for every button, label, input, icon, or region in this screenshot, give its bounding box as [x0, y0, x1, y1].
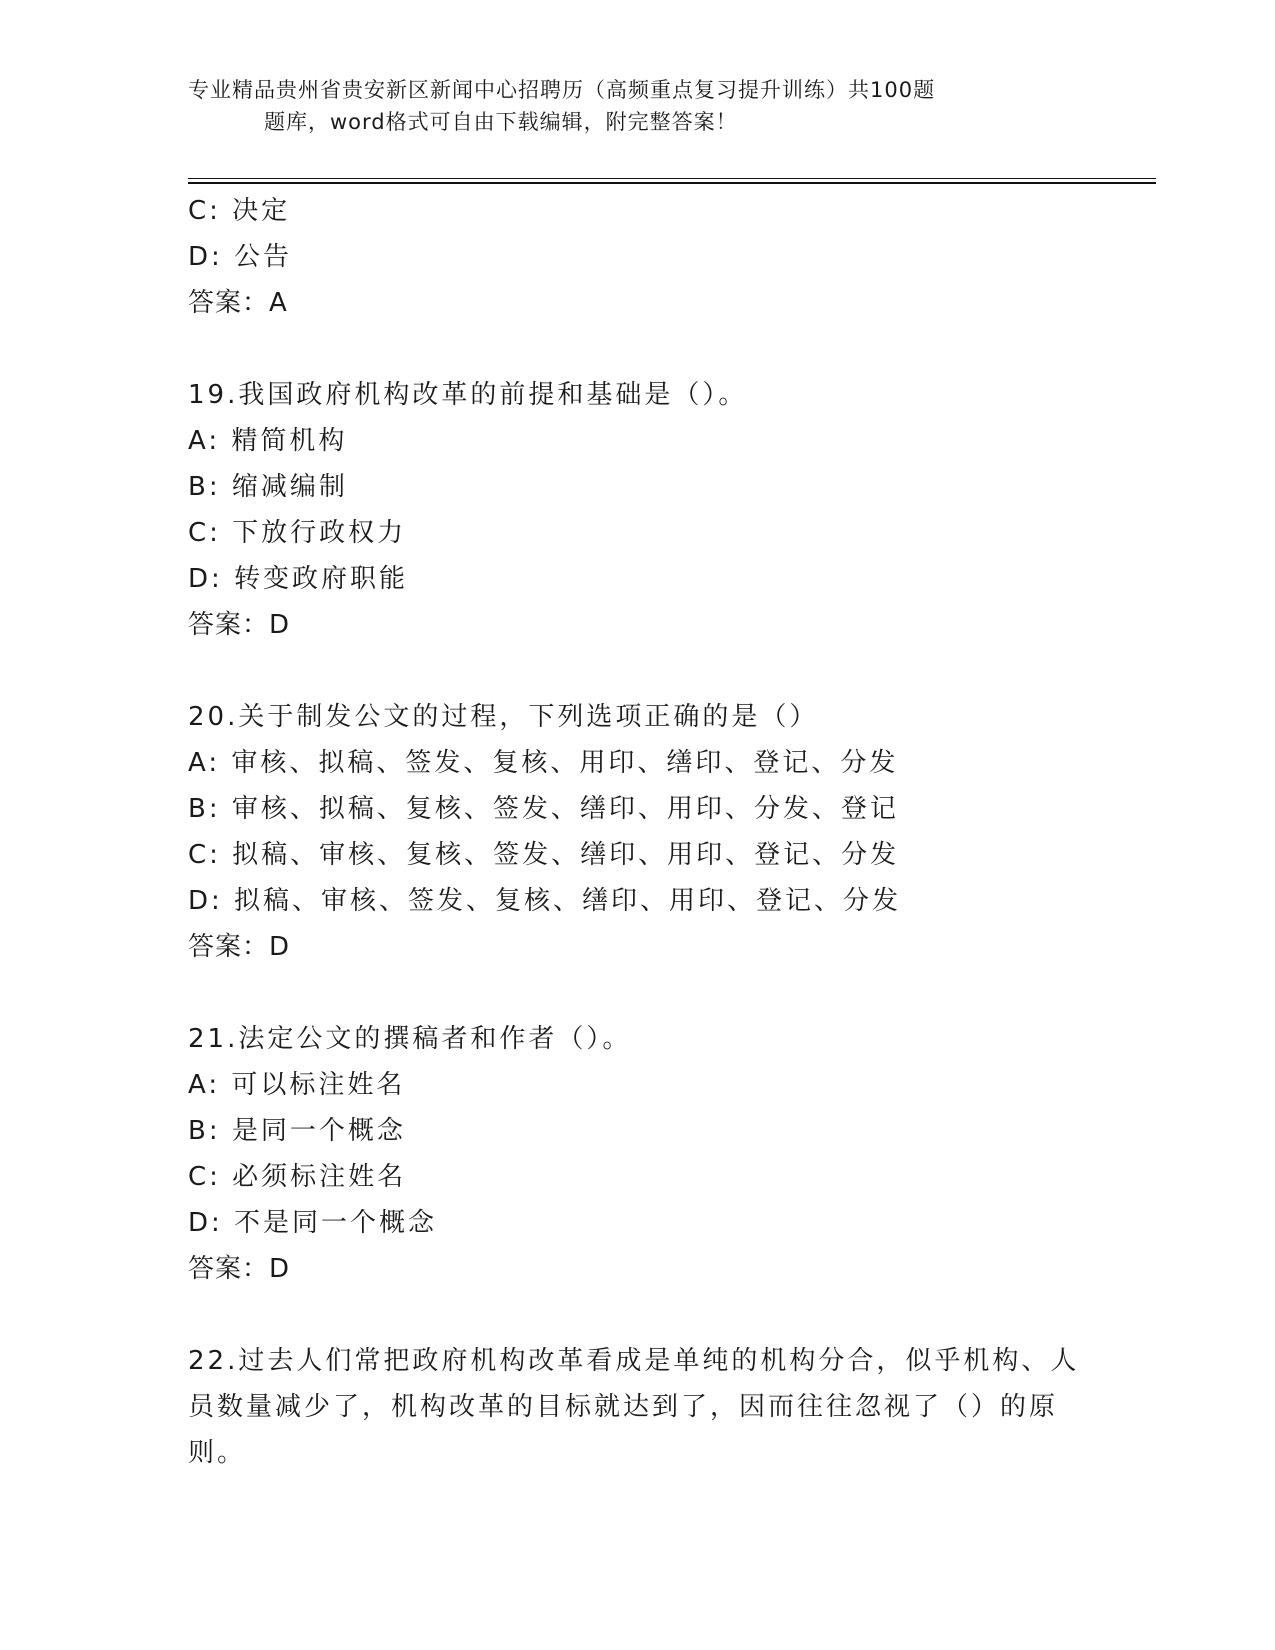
question-21 — [188, 1016, 1088, 1292]
answer-line: 答案：D — [188, 932, 291, 962]
option-c: C: 拟稿、审核、复核、签发、缮印、用印、登记、分发 — [188, 840, 900, 870]
question-stem: 19.我国政府机构改革的前提和基础是（）。 — [188, 380, 748, 410]
answer-line: 答案：D — [188, 1254, 291, 1284]
option-c: C: 下放行政权力 — [188, 518, 407, 548]
question-content — [188, 188, 1088, 1476]
question-stem: 20.关于制发公文的过程，下列选项正确的是（） — [188, 702, 819, 732]
header-title-line1: 专业精品贵州省贵安新区新闻中心招聘历（高频重点复习提升训练）共100题 — [188, 78, 936, 102]
page-header — [188, 74, 1058, 138]
spacer — [188, 326, 1088, 372]
header-title-line2: 题库，word格式可自由下载编辑，附完整答案！ — [264, 110, 738, 134]
header-rule-thin — [188, 178, 1156, 179]
answer-line: 答案：D — [188, 610, 291, 640]
option-d: D: 不是同一个概念 — [188, 1208, 438, 1238]
carryover-block — [188, 188, 1088, 326]
spacer — [188, 1292, 1088, 1338]
question-20 — [188, 694, 1088, 970]
spacer — [188, 648, 1088, 694]
option-a: A: 精简机构 — [188, 426, 348, 456]
header-rule-thick — [188, 182, 1156, 184]
option-c: C: 必须标注姓名 — [188, 1162, 407, 1192]
option-a: A: 审核、拟稿、签发、复核、用印、缮印、登记、分发 — [188, 748, 899, 778]
option-b: B: 缩减编制 — [188, 472, 348, 502]
answer-line: 答案：A — [188, 288, 288, 318]
question-19 — [188, 372, 1088, 648]
question-stem: 22.过去人们常把政府机构改革看成是单纯的机构分合，似乎机构、人员数量减少了，机构改革的目标就达到了，因而往往忽视了（）的原则。 — [188, 1346, 1080, 1468]
question-stem: 21.法定公文的撰稿者和作者（）。 — [188, 1024, 632, 1054]
question-22 — [188, 1338, 1088, 1476]
spacer — [188, 970, 1088, 1016]
option-a: A: 可以标注姓名 — [188, 1070, 406, 1100]
option-d: D: 公告 — [188, 242, 293, 272]
option-b: B: 审核、拟稿、复核、签发、缮印、用印、分发、登记 — [188, 794, 899, 824]
option-d: D: 转变政府职能 — [188, 564, 409, 594]
option-d: D: 拟稿、审核、签发、复核、缮印、用印、登记、分发 — [188, 886, 902, 916]
option-c: C: 决定 — [188, 196, 291, 226]
option-b: B: 是同一个概念 — [188, 1116, 406, 1146]
